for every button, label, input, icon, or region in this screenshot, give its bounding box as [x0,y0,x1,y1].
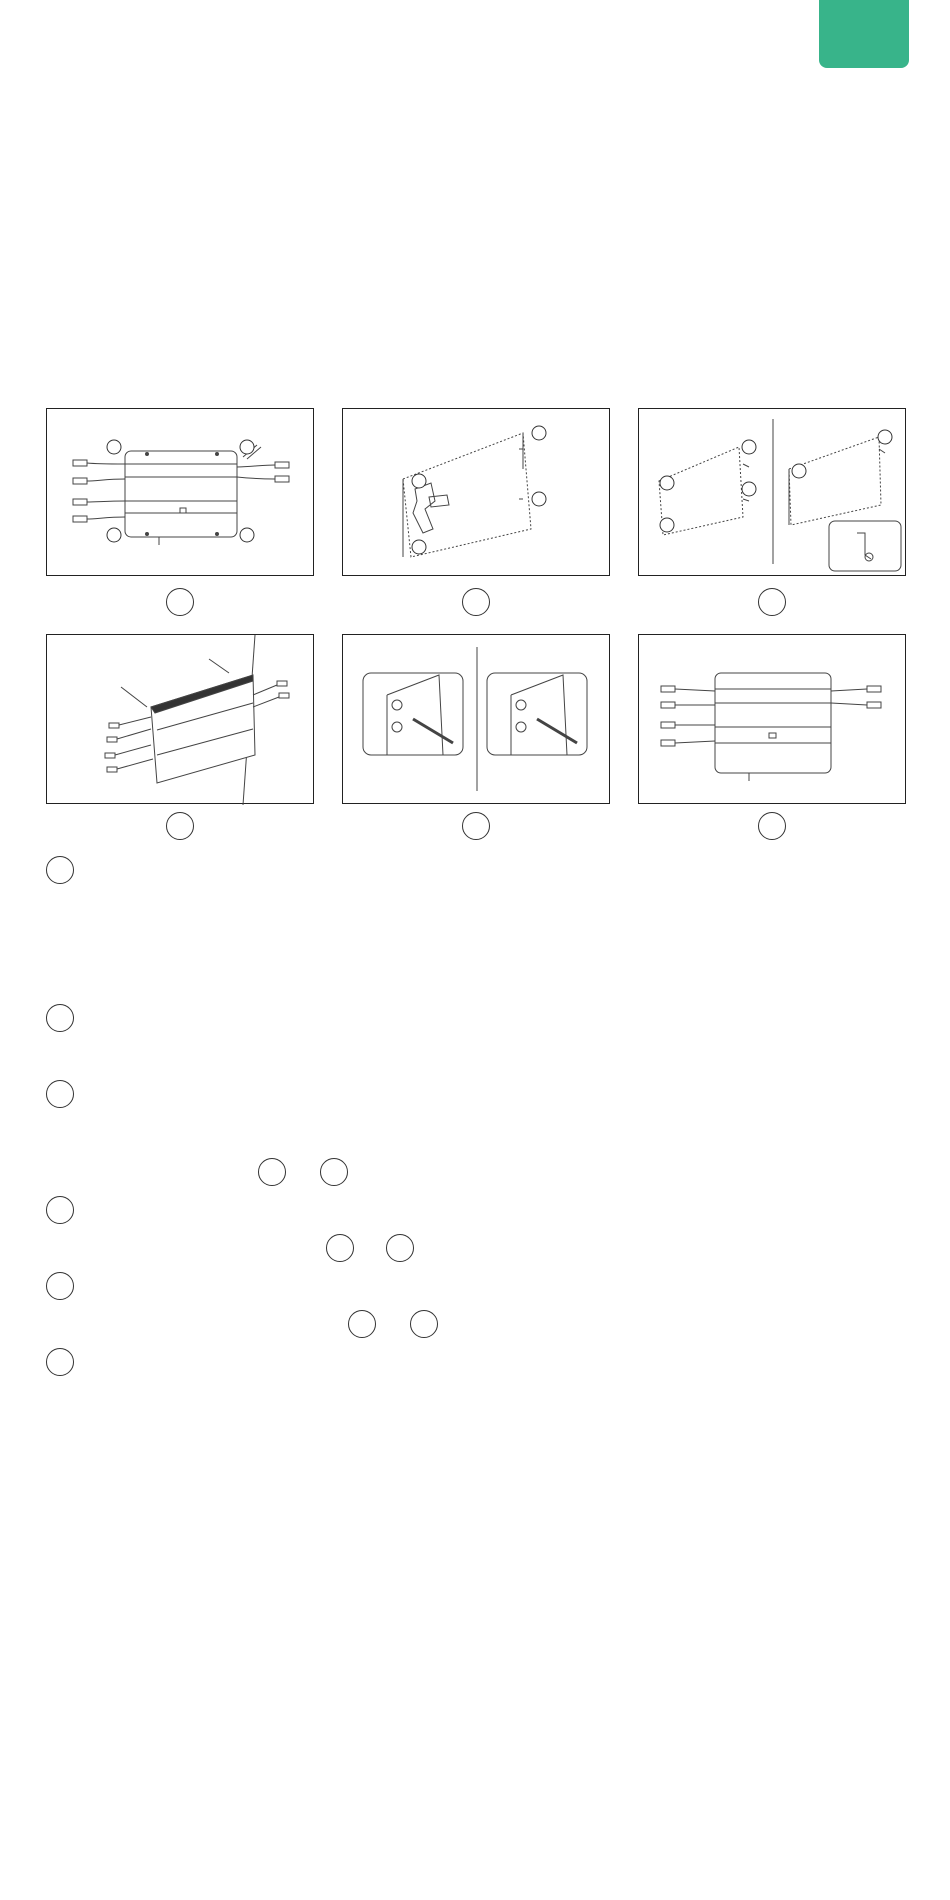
figure-4-panel [46,634,314,804]
figure-5-number [462,812,490,840]
step-marker [46,1004,74,1032]
figure-4-number [166,812,194,840]
bracket-drill-illustration [343,409,611,577]
figure-1-number [166,588,194,616]
step-item [46,1348,906,1376]
figure-reference [410,1310,438,1338]
figure-3-number [758,588,786,616]
inverter-cables-illustration [47,409,315,577]
step-item [46,1272,906,1342]
figure-2-panel [342,408,610,576]
figure-reference [258,1158,286,1186]
step-item [46,1080,906,1190]
step-marker [46,1348,74,1376]
figure-6-panel [638,634,906,804]
figure-6-number [758,812,786,840]
screwdriver-fasten-illustration [343,635,611,805]
figure-1-panel [46,408,314,576]
step-marker [46,1272,74,1300]
step-marker [46,1196,74,1224]
figure-5-panel [342,634,610,804]
figure-reference [386,1234,414,1262]
inverter-mounted-illustration [639,635,907,805]
figure-reference [326,1234,354,1262]
section-tab [819,0,909,68]
step-marker [46,856,74,884]
step-item [46,856,906,884]
figure-3-panel [638,408,906,576]
step-item [46,1196,906,1266]
step-item [46,1004,906,1032]
figure-reference [348,1310,376,1338]
figure-reference [320,1158,348,1186]
step-marker [46,1080,74,1108]
inverter-hang-illustration [47,635,315,805]
bracket-mount-illustration [639,409,907,577]
figure-2-number [462,588,490,616]
